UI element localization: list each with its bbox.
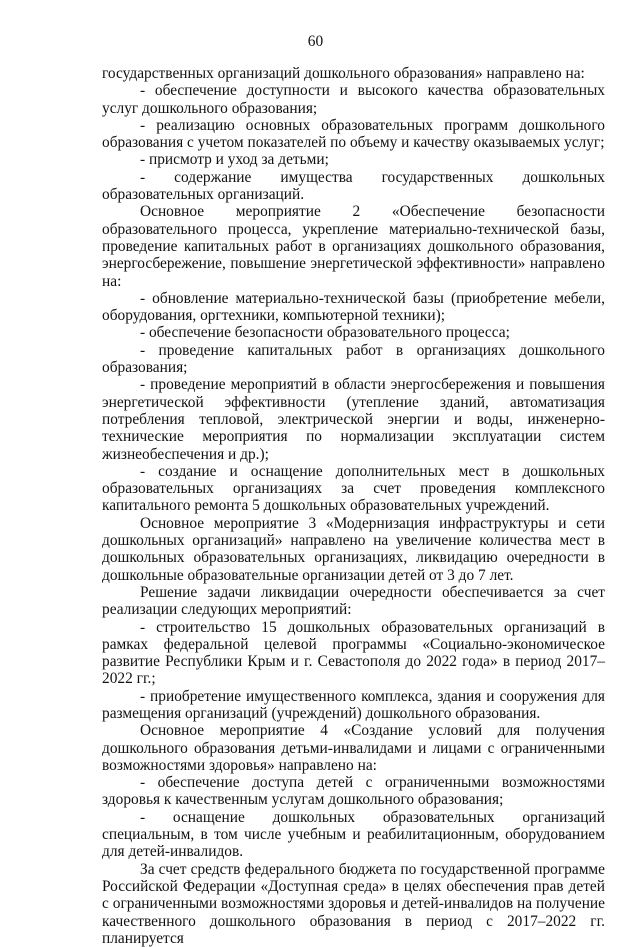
list-item: - присмотр и уход за детьми; (140, 151, 329, 169)
paragraph: За счет средств федерального бюджета по государственной программе Российской Федерации «Доступная среда» в целях обеспечения прав детей с ограниченными возможностями здоровья и детей-инвалидов на получение качественного дошкольного образования в период с 2017–2022 гг. планируется (102, 860, 605, 947)
list-item: - содержание имущества государственных дошкольных образовательных организаций. (102, 168, 605, 204)
list-item: - проведение мероприятий в области энергосбережения и повышения энергетической эффективности (утепление зданий, автоматизация потребления тепловой, электрической энергии и воды, инженерно-технические мероприятия по нормализации эксплуатации систем жизнеобеспечения и др.); (102, 376, 605, 463)
page-number: 60 (307, 33, 324, 50)
list-item: - создание и оснащение дополнительных мест в дошкольных образовательных организациях за счет проведения комплексного капитального ремонта 5 дошкольных образовательных учреждений. (102, 462, 605, 515)
paragraph: государственных организаций дошкольного образования» направлено на: (102, 65, 585, 82)
paragraph: Основное мероприятие 3 «Модернизация инфраструктуры и сети дошкольных организаций» направлено на увеличение количества мест в дошкольных образовательных организациях, ликвидацию очередности в дошкольные образовательные организации детей от 3 до 7 лет. (102, 514, 605, 584)
list-item: - строительство 15 дошкольных образовательных организаций в рамках федеральной целевой программы «Социально-экономическое развитие Республики Крым и г. Севастополя до 2022 года» в период 2017–2022 гг.; (102, 618, 605, 688)
list-item: - обеспечение доступа детей с ограниченными возможностями здоровья к качественным услугам дошкольного образования; (102, 774, 605, 809)
paragraph: Решение задачи ликвидации очередности обеспечивается за счет реализации следующих мероприятий: (102, 583, 605, 619)
list-item: - обновление материально-технической базы (приобретение мебели, оборудования, оргтехники, компьютерной техники); (102, 289, 605, 325)
list-item: - обеспечение безопасности образовательного процесса; (140, 324, 510, 342)
paragraph: Основное мероприятие 2 «Обеспечение безопасности образовательного процесса, укрепление материально-технической базы, проведение капитальных работ в организациях дошкольного образования, энергосбережение, повышение энергетической эффективности» направлено на: (102, 203, 605, 290)
list-item: - проведение капитальных работ в организациях дошкольного образования; (102, 341, 605, 377)
list-item: - оснащение дошкольных образовательных организаций специальным, в том числе учебным и реабилитационным, оборудованием для детей-инвалидов. (102, 808, 605, 861)
paragraph: Основное мероприятие 4 «Создание условий для получения дошкольного образования детьми-инвалидами и лицами с ограниченными возможностями здоровья» направлено на: (102, 722, 605, 774)
list-item: - обеспечение доступности и высокого качества образовательных услуг дошкольного образования; (102, 82, 605, 117)
document-body (102, 65, 605, 947)
list-item: - реализацию основных образовательных программ дошкольного образования с учетом показателей по объему и качеству оказываемых услуг; (102, 116, 605, 152)
list-item: - приобретение имущественного комплекса, здания и сооружения для размещения организаций (учреждений) дошкольного образования. (102, 687, 605, 722)
